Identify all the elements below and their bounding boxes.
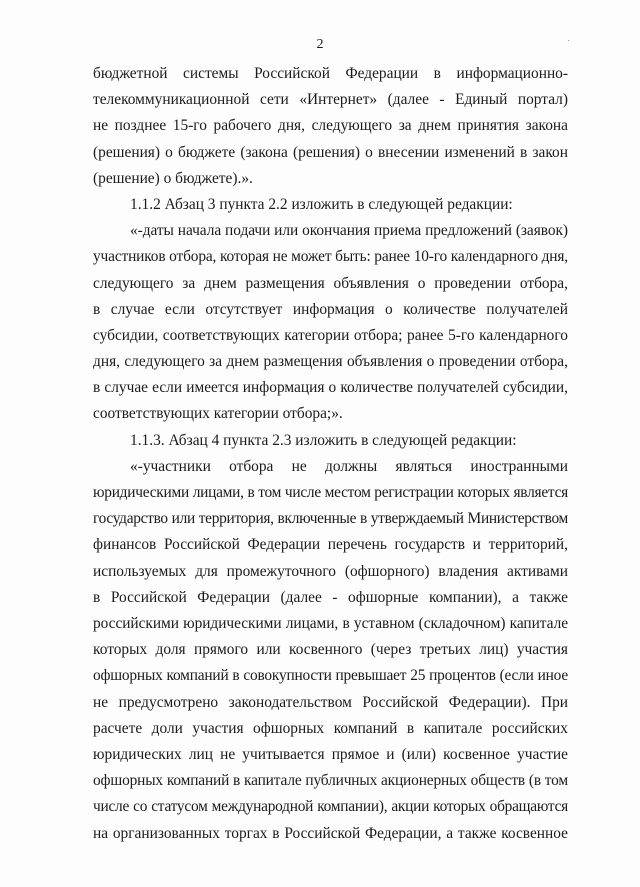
- paragraph-clause-1-1-3: [93, 428, 568, 454]
- text-line: числе со статусом международной компании), акции которых обращаются: [93, 798, 568, 816]
- text-line: офшорных компаний в совокупности превышает 25 процентов (если иное: [93, 667, 568, 685]
- text-line: (решение) о бюджете).».: [93, 169, 253, 187]
- page-number: 2: [316, 37, 324, 52]
- text-line: используемых для промежуточного (офшорного) владения активами: [93, 562, 568, 580]
- text-line: (решения) о бюджете (закона (решения) о внесении изменений в закон: [93, 143, 568, 161]
- text-line: дня, следующего за днем размещения объявления о проведении отбора,: [93, 353, 568, 371]
- text-line: в случае если имеется информация о количестве получателей субсидии,: [93, 379, 568, 397]
- text-line: юридических лиц не учитывается прямое и (или) косвенное участие: [93, 745, 568, 763]
- text-line: 1.1.2 Абзац 3 пункта 2.2 изложить в следующей редакции:: [130, 195, 513, 213]
- text-line: соответствующих категории отбора;».: [93, 405, 343, 423]
- text-line: следующего за днем размещения объявления о проведении отбора,: [93, 274, 568, 292]
- paragraph-application-dates: [93, 218, 568, 428]
- text-line: бюджетной системы Российской Федерации в информационно-: [93, 65, 568, 82]
- paragraph-budget-portal: [93, 61, 568, 192]
- text-line: не предусмотрено законодательством Российской Федерации). При: [93, 693, 568, 711]
- text-line: юридическими лицами, в том числе местом регистрации которых является: [93, 484, 568, 502]
- text-line: «-даты начала подачи или окончания приема предложений (заявок): [130, 222, 568, 240]
- text-line: «-участники отбора не должны являться иностранными: [130, 457, 568, 475]
- text-line: не позднее 15-го рабочего дня, следующего за днем принятия закона: [93, 117, 568, 135]
- text-line: субсидии, соответствующих категории отбора; ранее 5-го календарного: [93, 326, 568, 344]
- text-line: которых доля прямого или косвенного (через третьих лиц) участия: [93, 641, 568, 659]
- scan-speck: [568, 40, 569, 41]
- paragraph-offshore-requirement: [93, 454, 568, 847]
- text-line: расчете доли участия офшорных компаний в капитале российских: [93, 719, 568, 737]
- text-line: на организованных торгах в Российской Федерации, а также косвенное: [93, 824, 568, 842]
- text-line: телекоммуникационной сети «Интернет» (далее - Единый портал): [93, 91, 568, 109]
- text-line: государство или территория, включенные в утверждаемый Министерством: [93, 510, 568, 528]
- document-body: [93, 61, 568, 847]
- text-line: финансов Российской Федерации перечень государств и территорий,: [93, 536, 568, 554]
- text-line: российскими юридическими лицами, в уставном (складочном) капитале: [93, 615, 568, 632]
- text-line: в случае если отсутствует информация о количестве получателей: [93, 300, 568, 318]
- text-line: офшорных компаний в капитале публичных акционерных обществ (в том: [93, 772, 568, 790]
- text-line: в Российской Федерации (далее - офшорные компании), а также: [93, 588, 568, 606]
- text-line: 1.1.3. Абзац 4 пункта 2.3 изложить в следующей редакции:: [130, 431, 517, 449]
- text-line: участников отбора, которая не может быть: ранее 10-го календарного дня,: [93, 248, 568, 266]
- paragraph-clause-1-1-2: [93, 192, 568, 218]
